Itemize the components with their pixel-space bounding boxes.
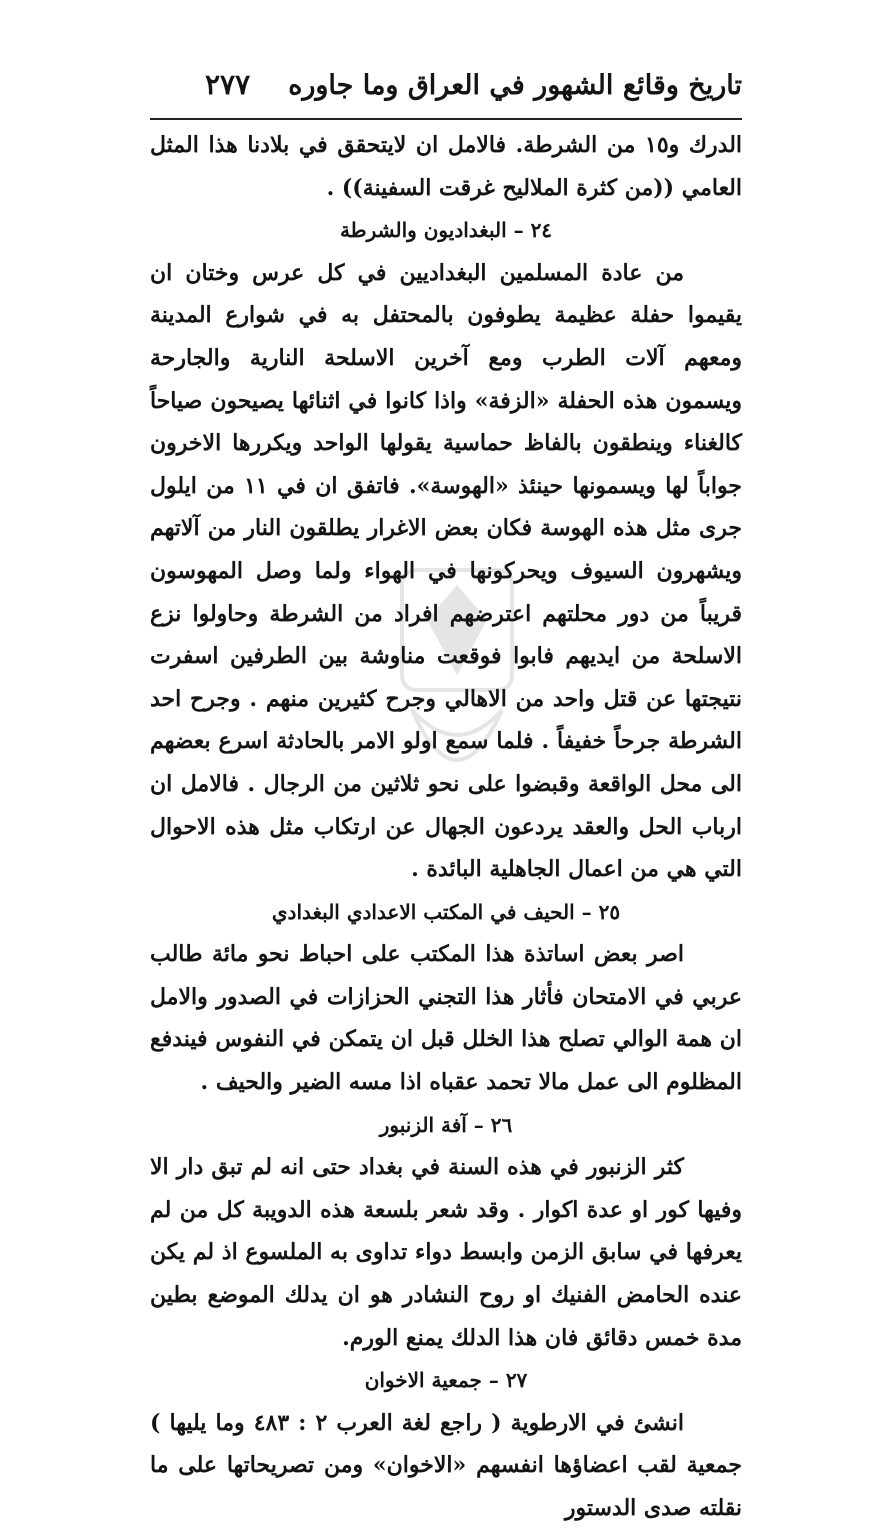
paragraph-27: انشئ في الارطوية ( راجع لغة العرب ٢ : ٤٨٣ وما يليها ) جمعية لقب اعضاؤها انفسهم «الاخوان» ومن تصريحاتها على ما نقلته صدى الدستور xyxy=(150,1409,742,1521)
running-title: تاريخ وقائع الشهور في العراق وما جاوره xyxy=(288,70,742,101)
section-heading-27: ٢٧ – جمعية الاخوان xyxy=(364,1368,528,1393)
paragraph-24: من عادة المسلمين البغداديين في كل عرس وختان ان يقيموا حفلة عظيمة يطوفون بالمحتفل به في شوارع المدينة ومعهم آلات الطرب ومع آخرين الاسلحة النارية والجارحة ويسمون هذه الحفلة «الزفة» واذا كانوا في اثنائها يصيحون صياحاً كالغناء وينطقون بالفاظ حماسية يقولها الواحد ويكررها الاخرون جواباً لها ويسمونها حينئذ «الهوسة». فاتفق ان في ١١ من ايلول جرى مثل هذه الهوسة فكان بعض الاغرار يطلقون النار من آلاتهم ويشهرون السيوف ويحركونها في الهواء ولما وصل المهوسون قريباً من دور محلتهم اعترضهم افراد من الشرطة وحاولوا نزع الاسلحة من ايديهم فابوا فوقعت مناوشة بين الطرفين اسفرت نتيجتها عن قتل واحد من الاهالي وجرح كثيرين منهم . وجرح احد الشرطة جرحاً خفيفاً . فلما سمع اولو الامر بالحادثة اسرع بعضهم الى محل الواقعة وقبضوا على نحو ثلاثين من الرجال . فالامل ان ارباب الحل والعقد يردعون الجهال عن ارتكاب مثل هذه الاحوال التي هي من اعمال الجاهلية البائدة . xyxy=(150,259,742,883)
body-text xyxy=(150,124,742,1530)
header-rule xyxy=(150,118,742,120)
section-heading-24: ٢٤ – البغداديون والشرطة xyxy=(339,218,553,243)
section-heading-26: ٢٦ – آفة الزنبور xyxy=(379,1112,513,1137)
page-header xyxy=(150,64,742,114)
paragraph-26: كثر الزنبور في هذه السنة في بغداد حتى انه لم تبق دار الا وفيها كور او عدة اكوار . وقد شعر بلسعة هذه الدويبة كل من لم يعرفها في سابق الزمن وابسط دواء تداوى به الملسوع اذ لم يكن عنده الحامض الفنيك او روح النشادر هو ان يدلك الموضع بطين مدة خمس دقائق فان هذا الدلك يمنع الورم. xyxy=(150,1154,742,1351)
page-number: ٢٧٧ xyxy=(205,68,251,101)
paragraph-0: الدرك و١٥ من الشرطة. فالامل ان لايتحقق في بلادنا هذا المثل العامي ((من كثرة الملاليح غرقت السفينة)) . xyxy=(150,132,743,201)
section-heading-25: ٢٥ – الحيف في المكتب الاعدادي البغدادي xyxy=(271,899,621,924)
paragraph-25: اصر بعض اساتذة هذا المكتب على احباط نحو مائة طالب عربي في الامتحان فأثار هذا التجني الحزازات في الصدور والامل ان همة الوالي تصلح هذا الخلل قبل ان يتمكن في النفوس فيندفع المظلوم الى عمل مالا تحمد عقباه اذا مسه الضير والحيف . xyxy=(150,941,743,1096)
